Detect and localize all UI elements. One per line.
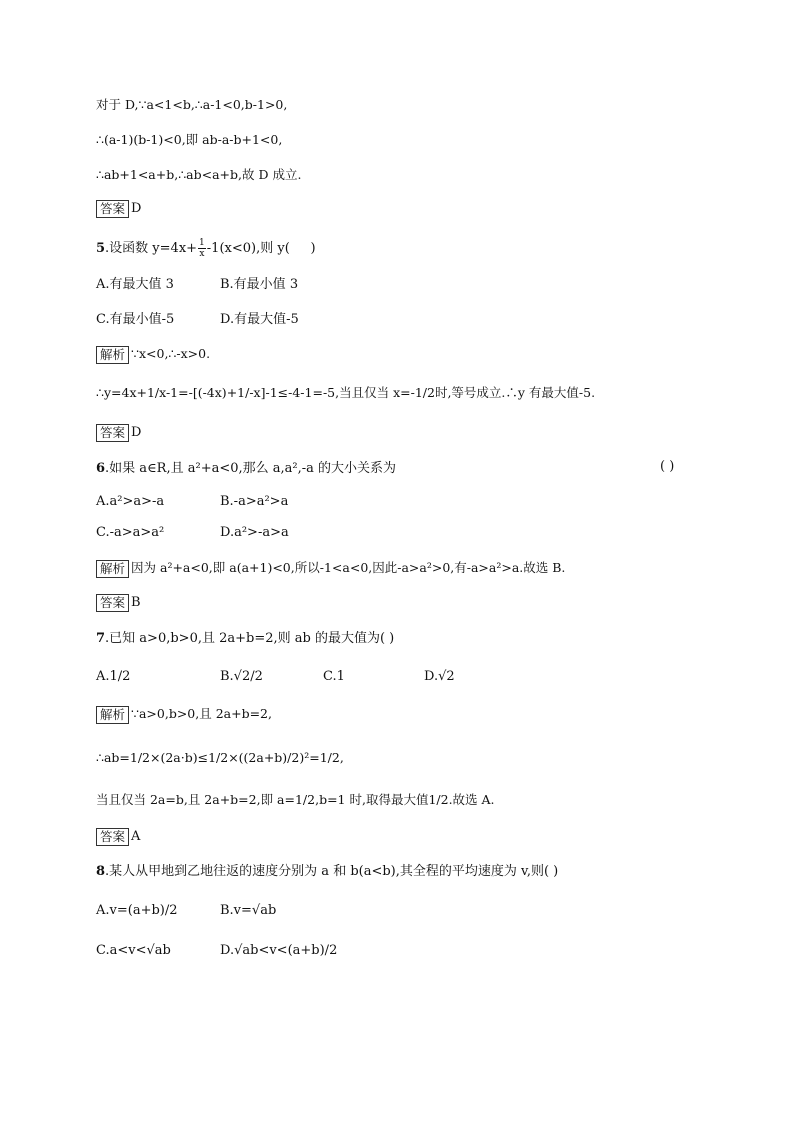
option-b: B.有最小值 3 — [220, 277, 299, 292]
stem-text: ) — [310, 241, 316, 256]
stem-text: .某人从甲地到乙地往返的速度分别为 a 和 b(a<b),其全程的平均速度为 v,则( ) — [105, 864, 559, 879]
answer-value: B — [131, 595, 141, 610]
question-number: 7 — [96, 631, 106, 646]
option-a: A.a²>a>-a — [96, 494, 165, 509]
answer-row — [96, 593, 141, 613]
option-d: D.a²>-a>a — [220, 525, 289, 540]
question-number: 8 — [96, 864, 106, 879]
option-d: D.有最大值-5 — [220, 312, 299, 327]
solution-line: ∴ab+1<a+b,∴ab<a+b,故 D 成立. — [96, 167, 302, 182]
analysis-tag: 解析 — [96, 346, 129, 364]
option-a: A.有最大值 3 — [96, 277, 174, 292]
question-8-stem — [96, 862, 558, 882]
answer-tag: 答案 — [96, 828, 129, 846]
analysis-line: ∴y=4x+1/x-1=-[(-4x)+1/-x]-1≤-4-1=-5,当且仅当 x=-1/2时,等号成立.∴y 有最大值-5. — [96, 385, 596, 400]
answer-value: D — [131, 201, 142, 216]
question-7-stem — [96, 629, 394, 649]
analysis-line: ∴ab=1/2×(2a·b)≤1/2×((2a+b)/2)²=1/2, — [96, 750, 344, 765]
option-c: C.a<v<√ab — [96, 943, 171, 958]
answer-tag: 答案 — [96, 594, 129, 612]
question-6-stem — [96, 459, 396, 479]
analysis-text: ∵x<0,∴-x>0. — [131, 346, 211, 361]
solution-line: 对于 D,∵a<1<b,∴a-1<0,b-1>0, — [96, 97, 288, 112]
analysis-tag: 解析 — [96, 560, 129, 578]
analysis-text: 因为 a²+a<0,即 a(a+1)<0,所以-1<a<0,因此-a>a²>0,有-a>a²>a.故选 B. — [131, 560, 566, 575]
option-b: B.-a>a²>a — [220, 494, 289, 509]
answer-parentheses: ( ) — [660, 459, 675, 474]
answer-row — [96, 423, 141, 443]
question-number: 5 — [96, 241, 106, 256]
option-d: D.√ab<v<(a+b)/2 — [220, 943, 338, 958]
option-c: C.-a>a>a² — [96, 525, 165, 540]
stem-text: -1(x<0),则 y( — [206, 241, 290, 256]
analysis-tag: 解析 — [96, 706, 129, 724]
answer-row — [96, 827, 140, 847]
analysis-line: 当且仅当 2a=b,且 2a+b=2,即 a=1/2,b=1 时,取得最大值1/2.故选 A. — [96, 792, 495, 807]
option-b: B.√2/2 — [220, 669, 263, 684]
stem-text: .设函数 y=4x+ — [105, 241, 198, 256]
question-5-stem — [96, 238, 316, 259]
analysis-text: ∵a>0,b>0,且 2a+b=2, — [131, 706, 272, 721]
answer-value: D — [131, 425, 142, 440]
answer-row — [96, 199, 141, 219]
option-a: A.v=(a+b)/2 — [96, 903, 178, 918]
fraction: $\frac{1}{x}$ — [199, 238, 205, 259]
stem-text: .如果 a∈R,且 a²+a<0,那么 a,a²,-a 的大小关系为 — [105, 461, 397, 476]
option-c: C.有最小值-5 — [96, 312, 175, 327]
analysis-row — [96, 704, 272, 725]
solution-line: ∴(a-1)(b-1)<0,即 ab-a-b+1<0, — [96, 132, 283, 147]
answer-tag: 答案 — [96, 200, 129, 218]
option-d: D.√2 — [424, 669, 455, 684]
stem-text: .已知 a>0,b>0,且 2a+b=2,则 ab 的最大值为( ) — [105, 631, 395, 646]
question-number: 6 — [96, 461, 106, 476]
option-c: C.1 — [323, 669, 345, 684]
option-b: B.v=√ab — [220, 903, 277, 918]
answer-tag: 答案 — [96, 424, 129, 442]
analysis-row — [96, 344, 210, 365]
answer-value: A — [131, 829, 141, 844]
option-a: A.1/2 — [96, 669, 131, 684]
analysis-row — [96, 558, 565, 579]
